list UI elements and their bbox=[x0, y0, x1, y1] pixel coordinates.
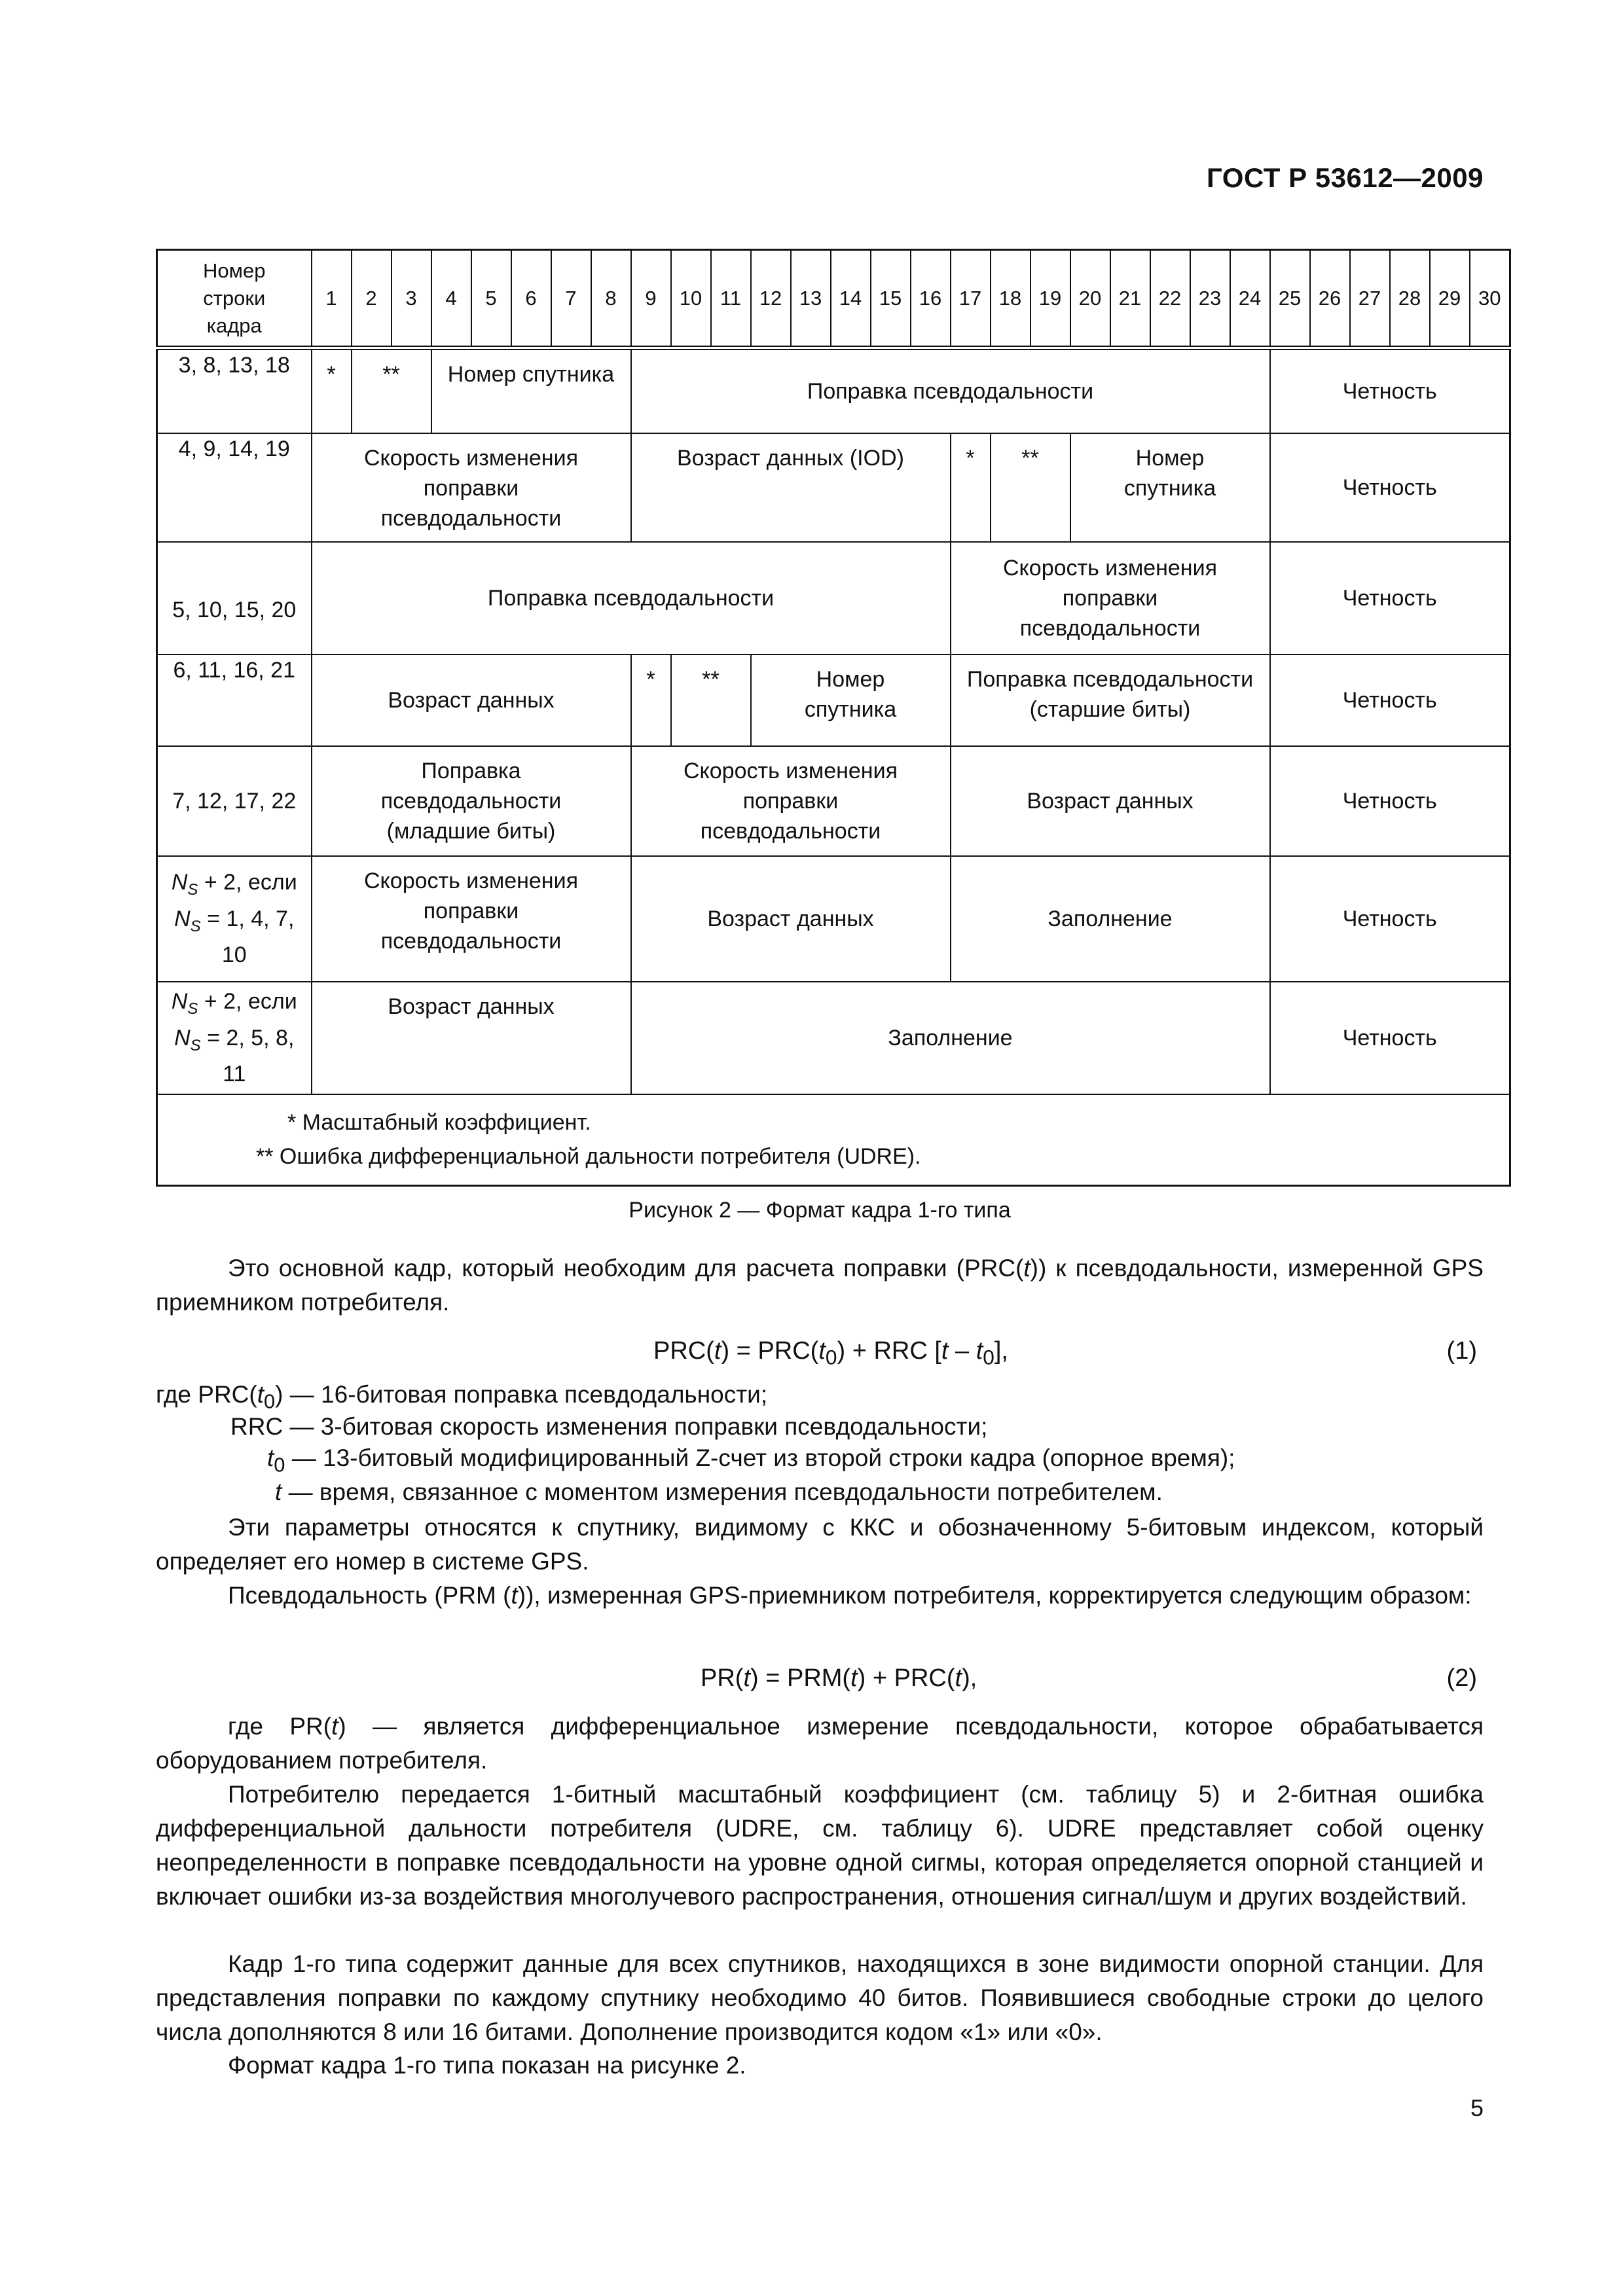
scale-factor-field: * bbox=[312, 348, 352, 433]
prc-field: Поправка псевдодальности bbox=[312, 542, 951, 655]
note-udre: ** Ошибка дифференциальной дальности потребителя (UDRE). bbox=[256, 1144, 921, 1170]
udre-field: ** bbox=[671, 655, 751, 746]
rrc-field: Скорость изменения поправки псевдодальности bbox=[631, 746, 951, 856]
bit-number: 3 bbox=[392, 250, 431, 348]
bit-header-row bbox=[157, 250, 1510, 348]
age-field: Возраст данных bbox=[312, 655, 631, 746]
parity-field: Четность bbox=[1270, 856, 1510, 982]
row-numbers: $N_S + 2$, если $N_S = 1$, 4, 7, 10 bbox=[157, 856, 312, 982]
fill-field: Заполнение bbox=[631, 982, 1270, 1094]
bit-number: 19 bbox=[1030, 250, 1070, 348]
rrc-field: Скорость изменения поправки псевдодальности bbox=[951, 542, 1270, 655]
bit-number: 20 bbox=[1070, 250, 1110, 348]
equation-2 bbox=[156, 1661, 1484, 1695]
prc-high-field: Поправка псевдодальности (старшие биты) bbox=[951, 655, 1270, 746]
bit-number: 13 bbox=[791, 250, 831, 348]
params-paragraph: Эти параметры относятся к спутнику, видимому с ККС и обозначенному 5-битовым индексом, который определяет его номер в системе GPS. bbox=[156, 1514, 1484, 1575]
where-def-t: t — время, связанное с моментом измерения псевдодальности потребителем. bbox=[275, 1479, 1163, 1505]
frame-row bbox=[157, 655, 1510, 746]
bit-number: 26 bbox=[1310, 250, 1350, 348]
bit-number: 5 bbox=[471, 250, 511, 348]
bit-number: 12 bbox=[751, 250, 791, 348]
row-numbers: $N_S + 2$, если $N_S = 2$, 5, 8, 11 bbox=[157, 982, 312, 1094]
document-code: ГОСТ Р 53612—2009 bbox=[1207, 162, 1484, 193]
bit-number: 29 bbox=[1430, 250, 1470, 348]
bit-number: 21 bbox=[1110, 250, 1150, 348]
rrc-field: Скорость изменения поправки псевдодальности bbox=[312, 433, 631, 542]
age-field: Возраст данных bbox=[312, 982, 631, 1094]
frame-row bbox=[157, 746, 1510, 856]
age-field: Возраст данных bbox=[951, 746, 1270, 856]
frame-row bbox=[157, 348, 1510, 433]
bit-number: 14 bbox=[831, 250, 871, 348]
notes-row bbox=[157, 1094, 1510, 1186]
equation-1 bbox=[156, 1334, 1484, 1368]
where-def-t0: $t_0$ — 13-битовый модифицированный Z-счет из второй строки кадра (опорное время); bbox=[267, 1444, 1235, 1477]
bit-number: 30 bbox=[1470, 250, 1510, 348]
bit-number: 18 bbox=[991, 250, 1030, 348]
prc-field: Поправка псевдодальности bbox=[631, 348, 1270, 433]
bit-number: 2 bbox=[352, 250, 392, 348]
bit-number: 8 bbox=[591, 250, 631, 348]
bit-number: 1 bbox=[312, 250, 352, 348]
bit-number: 17 bbox=[951, 250, 991, 348]
figure-caption: Рисунок 2 — Формат кадра 1-го типа bbox=[629, 1198, 1011, 1223]
bit-number: 28 bbox=[1390, 250, 1430, 348]
fill-field: Заполнение bbox=[951, 856, 1270, 982]
bit-number: 25 bbox=[1270, 250, 1310, 348]
frame-row bbox=[157, 982, 1510, 1094]
parity-field: Четность bbox=[1270, 982, 1510, 1094]
udre-field: ** bbox=[352, 348, 431, 433]
frame-row bbox=[157, 542, 1510, 655]
parity-field: Четность bbox=[1270, 746, 1510, 856]
satellite-number-field: Номер спутника bbox=[751, 655, 951, 746]
format-paragraph: Формат кадра 1-го типа показан на рисунке 2. bbox=[228, 2052, 746, 2079]
parity-field: Четность bbox=[1270, 542, 1510, 655]
prm-paragraph: Псевдодальность (PRM (t)), измеренная GPS-приемником потребителя, корректируется следующим образом: bbox=[228, 1582, 1472, 1609]
satellite-number-field: Номер спутника bbox=[1070, 433, 1270, 542]
udre-field: ** bbox=[991, 433, 1070, 542]
equation-1-body: $PRC(t) = PRC(t_0)$ + RRC $[t - t_0]$, bbox=[653, 1337, 1008, 1369]
row-numbers: 5, 10, 15, 20 bbox=[157, 542, 312, 655]
bit-number: 27 bbox=[1350, 250, 1390, 348]
row-numbers: 4, 9, 14, 19 bbox=[157, 433, 312, 542]
where-def-prc: где $PRC(t_0)$ — 16-битовая поправка псевдодальности; bbox=[156, 1381, 768, 1413]
bit-number: 11 bbox=[711, 250, 751, 348]
bit-number: 15 bbox=[871, 250, 911, 348]
figure-notes bbox=[157, 1094, 1510, 1186]
equation-2-number: (2) bbox=[1446, 1664, 1477, 1692]
prc-low-field: Поправка псевдодальности (младшие биты) bbox=[312, 746, 631, 856]
parity-field: Четность bbox=[1270, 433, 1510, 542]
where-def-rrc: RRC — 3-битовая скорость изменения поправки псевдодальности; bbox=[230, 1413, 988, 1440]
bit-number: 24 bbox=[1230, 250, 1270, 348]
bit-number: 10 bbox=[671, 250, 711, 348]
iod-field: Возраст данных (IOD) bbox=[631, 433, 951, 542]
scale-factor-field: * bbox=[631, 655, 671, 746]
row-number-header: Номер строки кадра bbox=[157, 250, 312, 348]
satellite-number-field: Номер спутника bbox=[431, 348, 631, 433]
frame-paragraph: Кадр 1-го типа содержит данные для всех спутников, находящихся в зоне видимости опорной станции. Для представления поправки по каждому спутнику необходимо 40 битов. Появившиеся свободные строки до целого числа дополняются 8 или 16 битами. Дополнение производится кодом «1» или «0». bbox=[156, 1950, 1484, 2045]
frame-row bbox=[157, 856, 1510, 982]
equation-2-body: PR(t) = PRM(t) + PRC(t), bbox=[701, 1664, 977, 1692]
parity-field: Четность bbox=[1270, 655, 1510, 746]
row-numbers: 3, 8, 13, 18 bbox=[157, 348, 312, 433]
bit-number: 16 bbox=[911, 250, 951, 348]
frame-format-table bbox=[156, 249, 1511, 1187]
page-number: 5 bbox=[1470, 2094, 1484, 2121]
scale-factor-field: * bbox=[951, 433, 991, 542]
bit-number: 6 bbox=[511, 250, 551, 348]
row-numbers: 6, 11, 16, 21 bbox=[157, 655, 312, 746]
intro-paragraph: Это основной кадр, который необходим для расчета поправки (PRC(t)) к псевдодальности, измеренной GPS приемником потребителя. bbox=[156, 1255, 1484, 1316]
note-scale-factor: * Масштабный коэффициент. bbox=[287, 1110, 591, 1136]
row-numbers: 7, 12, 17, 22 bbox=[157, 746, 312, 856]
bit-number: 23 bbox=[1190, 250, 1230, 348]
frame-row bbox=[157, 433, 1510, 542]
bit-number: 4 bbox=[431, 250, 471, 348]
udre-paragraph: Потребителю передается 1-битный масштабный коэффициент (см. таблицу 5) и 2-битная ошибка дифференциальной дальности потребителя (UDRE, см. таблицу 6). UDRE представляет собой оценку неопределенности в поправке псевдодальности на уровне одной сигмы, которая определяется опорной станцией и включает ошибки из-за воздействия многолучевого распространения, отношения сигнал/шум и других воздействий. bbox=[156, 1781, 1484, 1910]
equation-1-number: (1) bbox=[1446, 1337, 1477, 1365]
age-field: Возраст данных bbox=[631, 856, 951, 982]
parity-field: Четность bbox=[1270, 348, 1510, 433]
bit-number: 9 bbox=[631, 250, 671, 348]
rrc-field: Скорость изменения поправки псевдодальности bbox=[312, 856, 631, 982]
bit-number: 22 bbox=[1150, 250, 1190, 348]
bit-number: 7 bbox=[551, 250, 591, 348]
pr-paragraph: где PR(t) — является дифференциальное измерение псевдодальности, которое обрабатывается оборудованием потребителя. bbox=[156, 1713, 1484, 1774]
